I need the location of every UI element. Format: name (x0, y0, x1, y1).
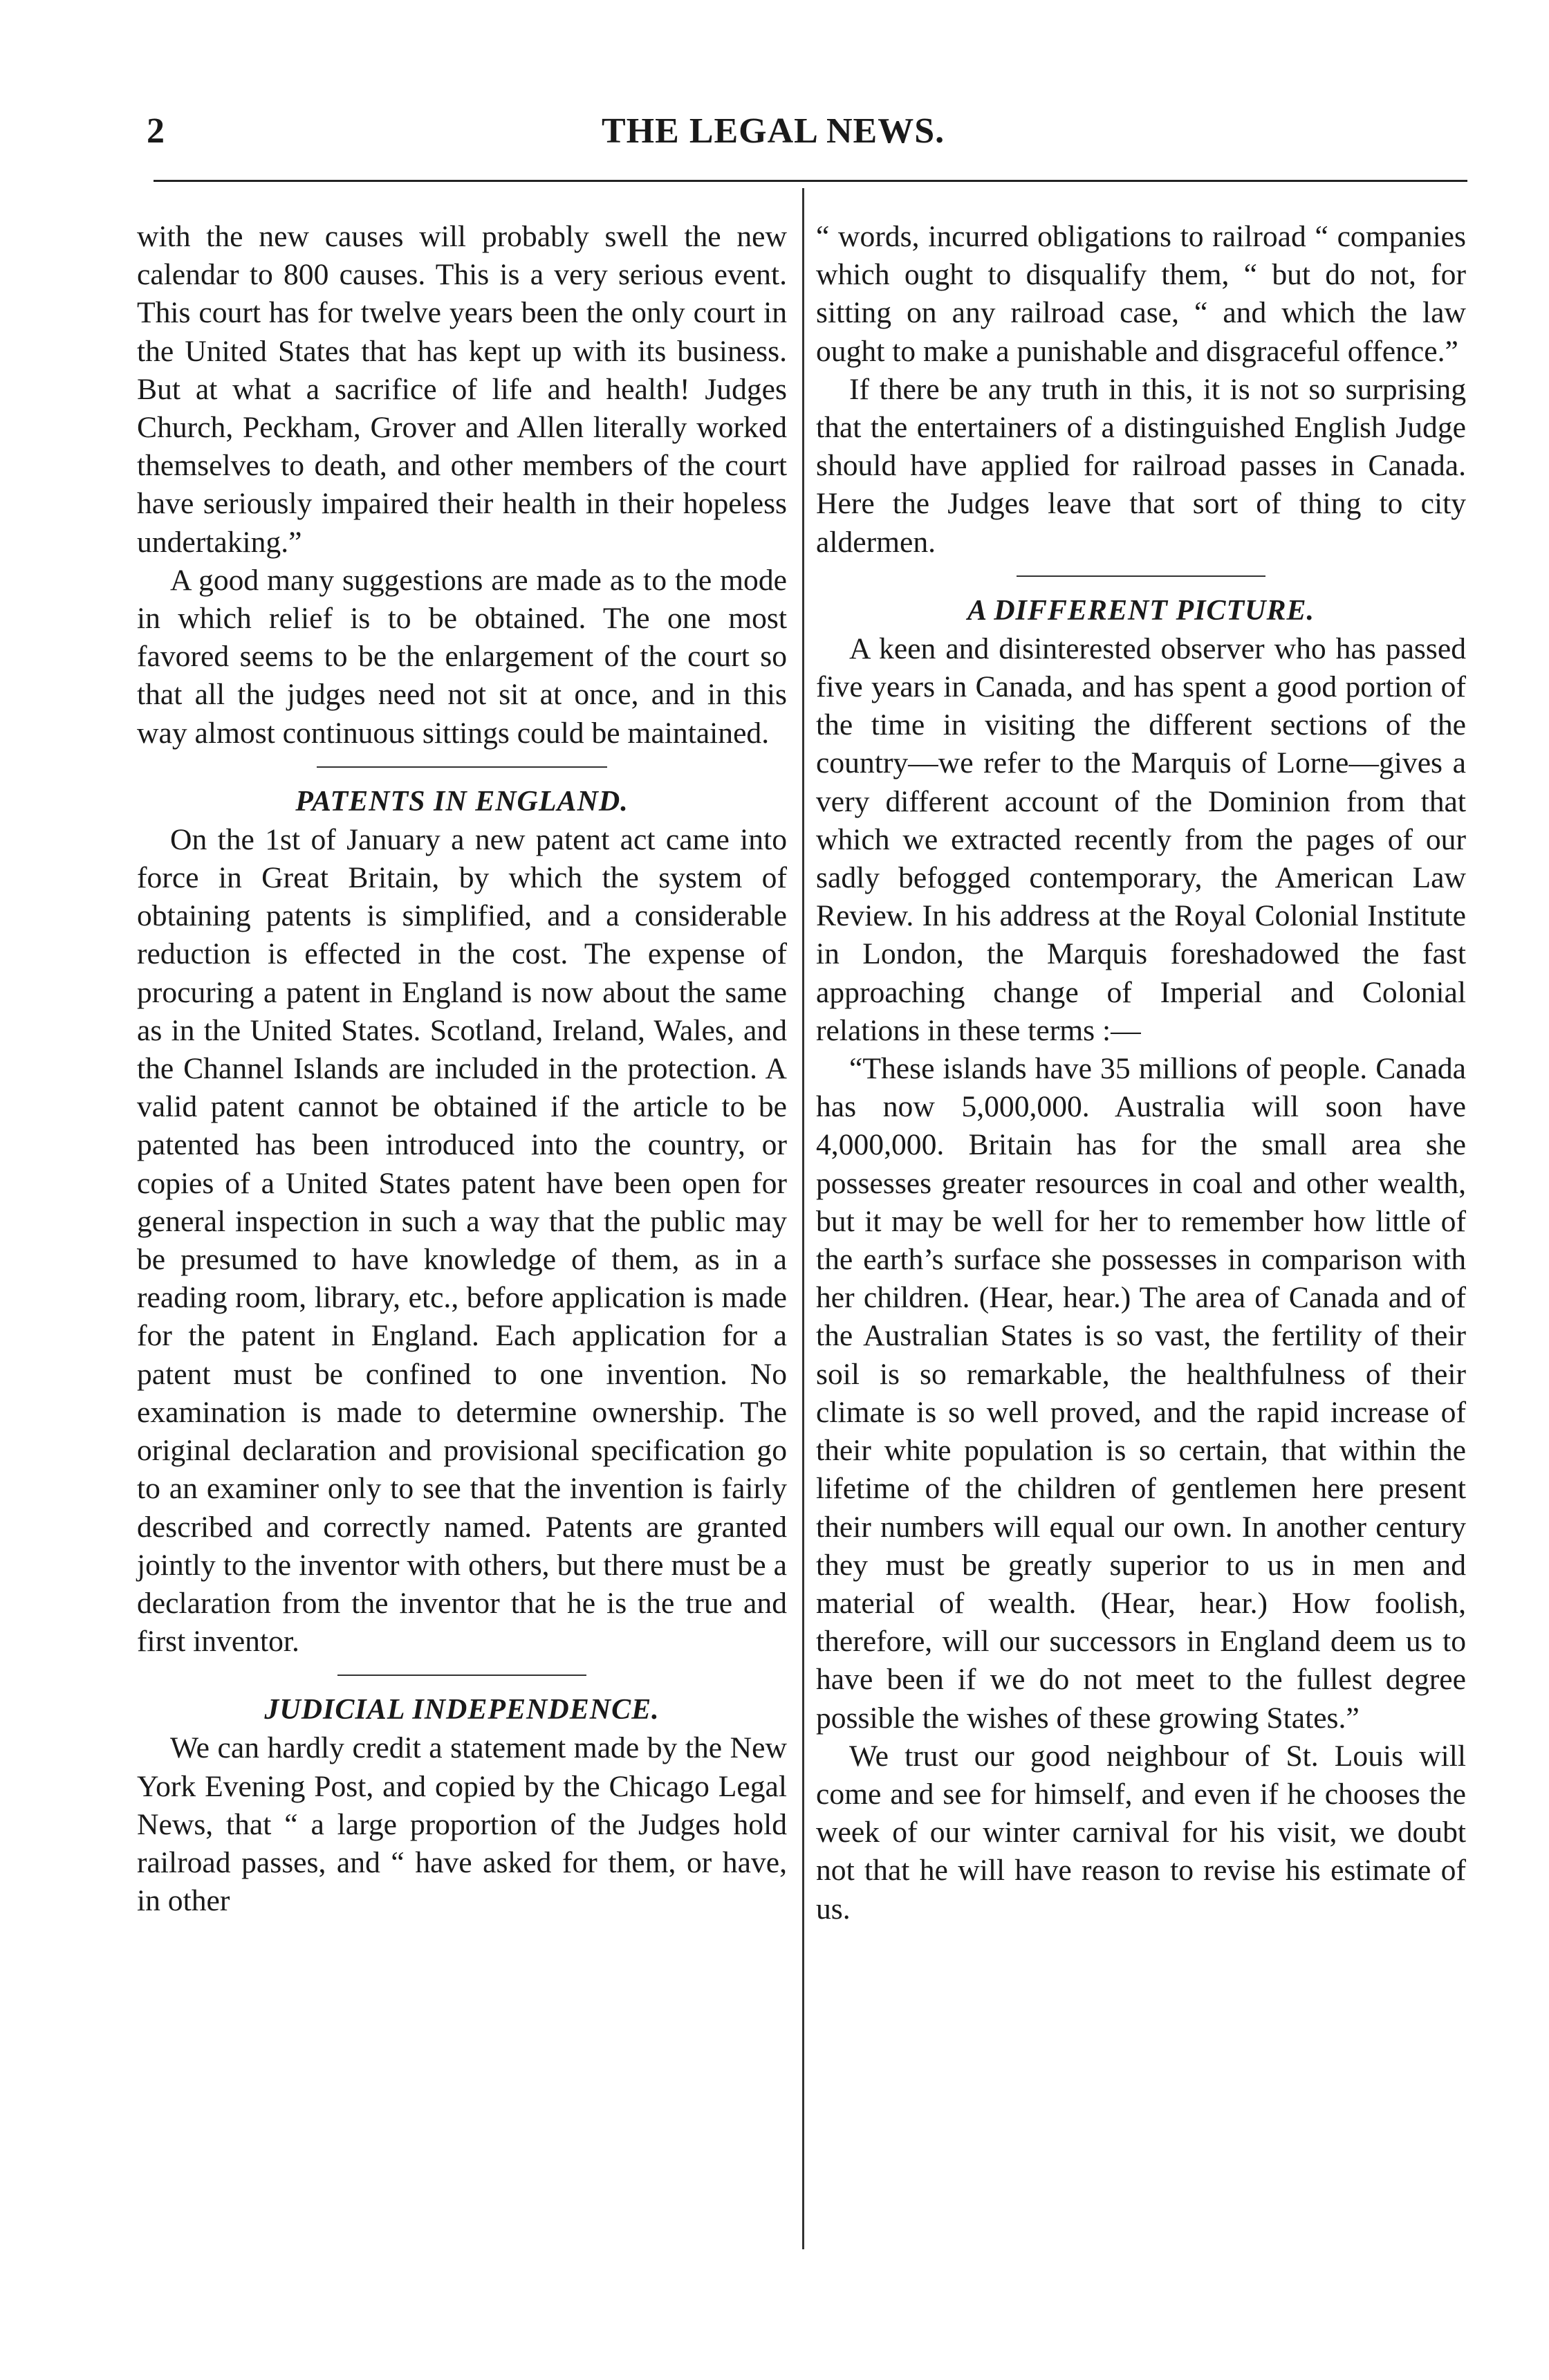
column-divider (802, 188, 804, 2249)
header-rule (154, 180, 1467, 182)
lorne-quote-paragraph: “These islands have 35 millions of people. Canada has now 5,000,000. Australia will soon have 4,000,000. Britain has for the small area she possesses greater resources in coal and other wealth, but it may be well for her to remember how little of the earth’s surface she possesses in comparison with her children. (Hear, hear.) The area of Canada and of the Australian States is so vast, the fertility of their soil is so remarkable, the healthfulness of their climate is so well proved, and the rapid increase of their white population is so certain, that within the lifetime of the children of gentlemen here present their numbers will equal our own. In another century they must be greatly superior to us in men and material of wealth. (Hear, hear.) How foolish, therefore, will our successors in England deem us to have been if we do not meet to the fullest degree possible the wishes of these growing States.” (816, 1052, 1466, 1735)
article-continuation: with the new causes will probably swell the new calendar to 800 causes. This is a very serious event. This court has for twelve years been the only court in the United States that has kept up with its business. But at what a sacrifice of life and health! Judges Church, Peckham, Grover and Allen literally worked themselves to death, and other members of the court have seriously impaired their health in their hopeless undertaking.” (137, 220, 787, 559)
section-title-judicial: JUDICIAL INDEPENDENCE. (264, 1694, 660, 1726)
relief-paragraph: A good many suggestions are made as to the mode in which relief is to be obtained. The one most favored seems to be the enlargement of the court so that all the judges need not sit at once, and in this way almost continuous sittings could be maintained. (137, 563, 787, 750)
right-column (816, 218, 1466, 1928)
truth-paragraph: If there be any truth in this, it is not so surprising that the entertainers of a distinguished English Judge should have applied for railroad passes in Canada. Here the Judges leave that sort of thing to city aldermen. (816, 372, 1466, 559)
section-title-different-picture: A DIFFERENT PICTURE. (967, 594, 1315, 627)
section-divider (337, 1675, 586, 1676)
quote-continuation: “ words, incurred obligations to railroad “ companies which ought to disqualify them, “ but do not, for sitting on any railroad case, “ and which the law ought to make a punishable and disgraceful offence.” (816, 220, 1466, 368)
patents-paragraph: On the 1st of January a new patent act came into force in Great Britain, by which the system of obtaining patents is simplified, and a considerable reduction is effected in the cost. The expense of procuring a patent in England is now about the same as in the United States. Scotland, Ireland, Wales, and the Channel Islands are included in the protection. A valid patent cannot be obtained if the article to be patented has been introduced into the country, or copies of a United States patent have been open for general inspection in such a way that the public may be presumed to have knowledge of them, as in a reading room, library, etc., before application is made for the patent in England. Each application for a patent must be confined to one invention. No examination is made to determine ownership. The original declaration and provisional specification go to an examiner only to see that the invention is fairly described and correctly named. Patents are granted jointly to the inventor with others, but there must be a declaration from the inventor that he is the true and first inventor. (137, 822, 787, 1659)
left-column (137, 218, 787, 1920)
closing-paragraph: We trust our good neighbour of St. Louis will come and see for himself, and even if he chooses the week of our winter carnival for his visit, we doubt not that he will have reason to revise his estimate of us. (816, 1739, 1466, 1926)
judicial-paragraph: We can hardly credit a statement made by the New York Evening Post, and copied by the Chicago Legal News, that “ a large proportion of the Judges hold railroad passes, and “ have asked for them, or have, in other (137, 1731, 787, 1918)
section-divider (1017, 575, 1265, 577)
page-number: 2 (147, 111, 165, 151)
running-title: THE LEGAL NEWS. (602, 111, 945, 151)
section-divider (317, 766, 607, 768)
section-title-patents: PATENTS IN ENGLAND. (295, 785, 629, 818)
different-picture-paragraph: A keen and disinterested observer who has passed five years in Canada, and has spent a good portion of the time in visiting the different sections of the country—we refer to the Marquis of Lorne—gives a very different account of the Dominion from that which we extracted recently from the pages of our sadly befogged contemporary, the American Law Review. In his address at the Royal Colonial Institute in London, the Marquis foreshadowed the fast approaching change of Imperial and Colonial relations in these terms :— (816, 631, 1466, 1047)
